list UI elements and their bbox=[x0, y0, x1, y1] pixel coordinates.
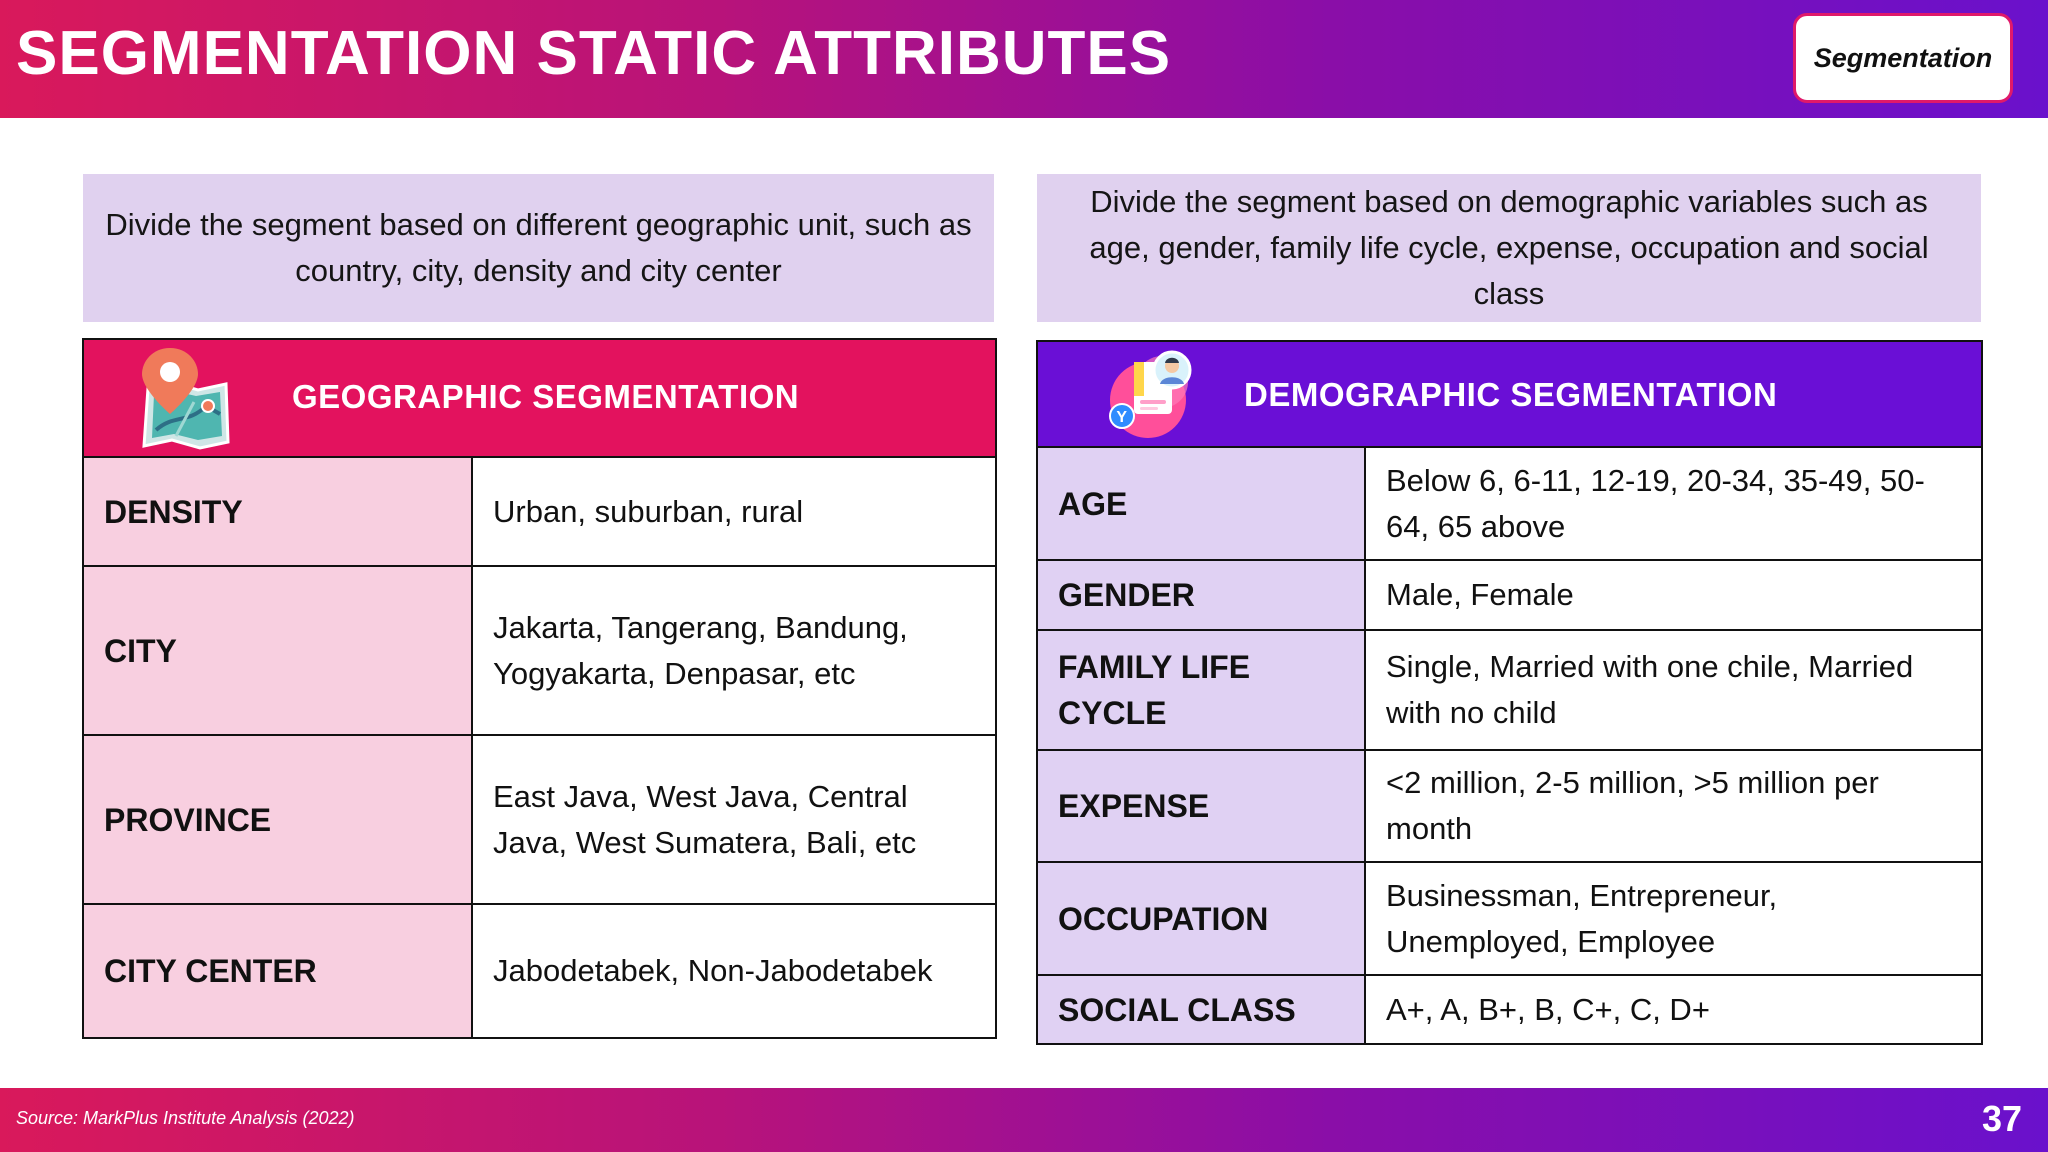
table-row bbox=[1037, 630, 1982, 750]
table-row bbox=[1037, 750, 1982, 862]
row-value: Businessman, Entrepreneur, Unemployed, Employee bbox=[1365, 862, 1982, 975]
row-value: East Java, West Java, Central Java, West Sumatera, Bali, etc bbox=[472, 735, 996, 904]
demographic-description: Divide the segment based on demographic variables such as age, gender, family life cycle, expense, occupation and social class bbox=[1037, 174, 1981, 322]
table-row bbox=[1037, 862, 1982, 975]
demographic-table bbox=[1036, 340, 1983, 1045]
table-row bbox=[83, 457, 996, 566]
row-label: DENSITY bbox=[83, 457, 472, 566]
table-row bbox=[1037, 560, 1982, 630]
demographic-header bbox=[1037, 341, 1982, 447]
user-profile-icon bbox=[1104, 348, 1198, 442]
segmentation-badge: Segmentation bbox=[1793, 13, 2013, 103]
geographic-header bbox=[83, 339, 996, 457]
row-value: Below 6, 6-11, 12-19, 20-34, 35-49, 50-64, 65 above bbox=[1365, 447, 1982, 560]
geographic-title: GEOGRAPHIC SEGMENTATION bbox=[292, 378, 800, 415]
table-row bbox=[83, 566, 996, 735]
table-row bbox=[1037, 975, 1982, 1044]
row-label: GENDER bbox=[1037, 560, 1365, 630]
table-row bbox=[1037, 447, 1982, 560]
row-label: CITY bbox=[83, 566, 472, 735]
row-label: CITY CENTER bbox=[83, 904, 472, 1038]
row-value: Jakarta, Tangerang, Bandung, Yogyakarta, Denpasar, etc bbox=[472, 566, 996, 735]
row-label: FAMILY LIFE CYCLE bbox=[1037, 630, 1365, 750]
svg-text:Y: Y bbox=[1116, 409, 1128, 426]
row-value: Male, Female bbox=[1365, 560, 1982, 630]
row-label: AGE bbox=[1037, 447, 1365, 560]
row-value: Single, Married with one chile, Married with no child bbox=[1365, 630, 1982, 750]
row-value: Urban, suburban, rural bbox=[472, 457, 996, 566]
row-label: PROVINCE bbox=[83, 735, 472, 904]
page-number: 37 bbox=[1981, 1098, 2022, 1139]
table-row bbox=[83, 904, 996, 1038]
geographic-description: Divide the segment based on different geographic unit, such as country, city, density and city center bbox=[83, 174, 994, 322]
geographic-header-row bbox=[83, 339, 996, 457]
row-value: <2 million, 2-5 million, >5 million per month bbox=[1365, 750, 1982, 862]
geographic-table bbox=[82, 338, 997, 1039]
demographic-title: DEMOGRAPHIC SEGMENTATION bbox=[1244, 376, 1778, 413]
row-label: SOCIAL CLASS bbox=[1037, 975, 1365, 1044]
table-row bbox=[83, 735, 996, 904]
header-bar bbox=[0, 0, 2048, 118]
row-label: OCCUPATION bbox=[1037, 862, 1365, 975]
footer-bar bbox=[0, 1088, 2048, 1152]
page-title: SEGMENTATION STATIC ATTRIBUTES bbox=[16, 19, 1172, 88]
demographic-header-row bbox=[1037, 341, 1982, 447]
row-value: Jabodetabek, Non-Jabodetabek bbox=[472, 904, 996, 1038]
row-label: EXPENSE bbox=[1037, 750, 1365, 862]
source-note: Source: MarkPlus Institute Analysis (2022) bbox=[16, 1108, 355, 1128]
map-pin-icon bbox=[136, 344, 236, 452]
row-value: A+, A, B+, B, C+, C, D+ bbox=[1365, 975, 1982, 1044]
